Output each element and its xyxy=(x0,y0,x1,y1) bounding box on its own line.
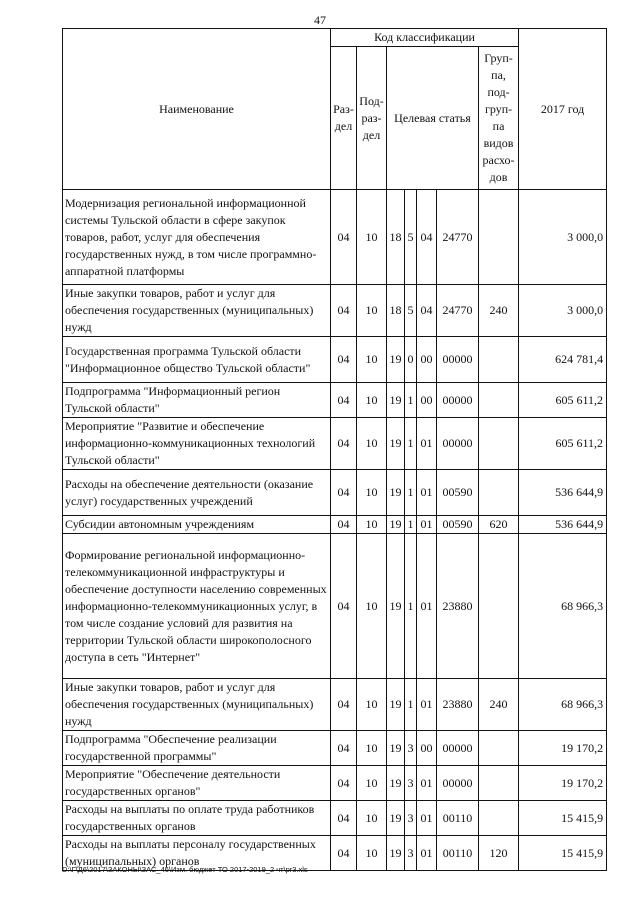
row-target-program: 19 xyxy=(387,516,405,534)
row-target-subprogram: 3 xyxy=(405,766,417,801)
row-section: 04 xyxy=(331,470,357,516)
row-target-direction: 00110 xyxy=(437,836,479,871)
row-section: 04 xyxy=(331,679,357,731)
row-target-direction: 24770 xyxy=(437,285,479,337)
row-expense-type xyxy=(479,534,519,679)
row-section: 04 xyxy=(331,516,357,534)
row-subsection: 10 xyxy=(357,383,387,418)
header-classification: Код классификации xyxy=(331,29,519,47)
row-target-direction: 24770 xyxy=(437,190,479,285)
budget-table xyxy=(62,28,607,871)
row-name: Расходы на выплаты по оплате труда работников государственных органов xyxy=(63,801,331,836)
row-section: 04 xyxy=(331,534,357,679)
row-target-program: 19 xyxy=(387,679,405,731)
row-name: Расходы на выплаты персоналу государственных (муниципальных) органов xyxy=(63,836,331,871)
row-name: Иные закупки товаров, работ и услуг для обеспечения государственных (муниципальных) нужд xyxy=(63,679,331,731)
row-subsection: 10 xyxy=(357,516,387,534)
row-name: Расходы на обеспечение деятельности (оказание услуг) государственных учреждений xyxy=(63,470,331,516)
row-amount: 536 644,9 xyxy=(519,470,607,516)
row-target-direction: 00000 xyxy=(437,383,479,418)
row-section: 04 xyxy=(331,285,357,337)
row-section: 04 xyxy=(331,190,357,285)
row-target-subprogram: 1 xyxy=(405,418,417,470)
row-subsection: 10 xyxy=(357,801,387,836)
table-row xyxy=(63,470,607,516)
row-expense-type xyxy=(479,383,519,418)
row-target-subprogram: 3 xyxy=(405,836,417,871)
file-path-footer: D:\Г\Д6\2017\ЗАКОНЫ\ЗАС_46\Изм. бюджет ТО 2017-2019_2 чт\pr3.xls xyxy=(62,865,308,874)
row-target-program: 19 xyxy=(387,470,405,516)
row-amount: 3 000,0 xyxy=(519,190,607,285)
table-row xyxy=(63,766,607,801)
row-target-subprogram: 1 xyxy=(405,679,417,731)
row-section: 04 xyxy=(331,383,357,418)
header-expense-group: Груп- па, под- груп- па видов расхо- дов xyxy=(479,47,519,190)
row-target-program: 18 xyxy=(387,285,405,337)
table-row xyxy=(63,534,607,679)
table-row xyxy=(63,418,607,470)
row-target-subprogram: 1 xyxy=(405,470,417,516)
row-target-direction: 00000 xyxy=(437,418,479,470)
row-expense-type: 240 xyxy=(479,285,519,337)
row-target-event: 00 xyxy=(417,383,437,418)
row-target-direction: 00000 xyxy=(437,337,479,383)
row-target-event: 01 xyxy=(417,418,437,470)
table-row xyxy=(63,337,607,383)
row-target-program: 19 xyxy=(387,383,405,418)
row-amount: 15 415,9 xyxy=(519,836,607,871)
row-section: 04 xyxy=(331,801,357,836)
row-subsection: 10 xyxy=(357,337,387,383)
row-expense-type: 240 xyxy=(479,679,519,731)
row-section: 04 xyxy=(331,337,357,383)
table-row xyxy=(63,285,607,337)
row-amount: 605 611,2 xyxy=(519,383,607,418)
row-target-direction: 00110 xyxy=(437,801,479,836)
row-name: Подпрограмма "Обеспечение реализации государственной программы" xyxy=(63,731,331,766)
row-expense-type xyxy=(479,731,519,766)
row-expense-type xyxy=(479,337,519,383)
table-row xyxy=(63,516,607,534)
row-subsection: 10 xyxy=(357,731,387,766)
row-target-event: 01 xyxy=(417,766,437,801)
row-target-event: 04 xyxy=(417,285,437,337)
row-target-program: 19 xyxy=(387,836,405,871)
row-target-direction: 23880 xyxy=(437,679,479,731)
row-subsection: 10 xyxy=(357,190,387,285)
row-target-subprogram: 1 xyxy=(405,516,417,534)
row-target-direction: 00590 xyxy=(437,470,479,516)
table-row xyxy=(63,383,607,418)
row-expense-type xyxy=(479,801,519,836)
row-target-subprogram: 1 xyxy=(405,534,417,679)
row-amount: 624 781,4 xyxy=(519,337,607,383)
row-target-program: 19 xyxy=(387,801,405,836)
row-subsection: 10 xyxy=(357,285,387,337)
header-target-article: Целевая статья xyxy=(387,47,479,190)
row-target-subprogram: 5 xyxy=(405,285,417,337)
row-name: Подпрограмма "Информационный регион Тульской области" xyxy=(63,383,331,418)
row-amount: 3 000,0 xyxy=(519,285,607,337)
row-subsection: 10 xyxy=(357,534,387,679)
row-target-program: 18 xyxy=(387,190,405,285)
row-expense-type: 120 xyxy=(479,836,519,871)
row-name: Модернизация региональной информационной системы Тульской области в сфере закупок товаров, работ, услуг для обеспечения государственных нужд, в том числе программно-аппаратной платформы xyxy=(63,190,331,285)
row-target-subprogram: 0 xyxy=(405,337,417,383)
row-target-program: 19 xyxy=(387,337,405,383)
header-name: Наименование xyxy=(63,29,331,190)
row-section: 04 xyxy=(331,766,357,801)
header-year: 2017 год xyxy=(519,29,607,190)
row-target-subprogram: 5 xyxy=(405,190,417,285)
row-target-event: 01 xyxy=(417,470,437,516)
row-expense-type xyxy=(479,418,519,470)
table-row xyxy=(63,190,607,285)
row-expense-type: 620 xyxy=(479,516,519,534)
row-name: Иные закупки товаров, работ и услуг для обеспечения государственных (муниципальных) нужд xyxy=(63,285,331,337)
row-subsection: 10 xyxy=(357,470,387,516)
row-target-program: 19 xyxy=(387,731,405,766)
row-name: Мероприятие "Обеспечение деятельности государственных органов" xyxy=(63,766,331,801)
row-amount: 536 644,9 xyxy=(519,516,607,534)
row-target-subprogram: 1 xyxy=(405,383,417,418)
row-section: 04 xyxy=(331,731,357,766)
row-amount: 68 966,3 xyxy=(519,679,607,731)
row-target-program: 19 xyxy=(387,418,405,470)
row-target-direction: 00590 xyxy=(437,516,479,534)
row-target-event: 01 xyxy=(417,516,437,534)
row-subsection: 10 xyxy=(357,766,387,801)
row-expense-type xyxy=(479,766,519,801)
row-amount: 68 966,3 xyxy=(519,534,607,679)
row-expense-type xyxy=(479,190,519,285)
page-number: 47 xyxy=(314,13,326,27)
row-target-subprogram: 3 xyxy=(405,731,417,766)
row-target-event: 04 xyxy=(417,190,437,285)
row-target-direction: 00000 xyxy=(437,766,479,801)
row-amount: 15 415,9 xyxy=(519,801,607,836)
row-target-event: 01 xyxy=(417,801,437,836)
row-target-event: 01 xyxy=(417,679,437,731)
row-target-program: 19 xyxy=(387,534,405,679)
row-name: Государственная программа Тульской области "Информационное общество Тульской области" xyxy=(63,337,331,383)
row-target-subprogram: 3 xyxy=(405,801,417,836)
row-target-event: 00 xyxy=(417,731,437,766)
header-section: Раз- дел xyxy=(331,47,357,190)
row-subsection: 10 xyxy=(357,679,387,731)
table-row xyxy=(63,731,607,766)
row-target-direction: 23880 xyxy=(437,534,479,679)
row-section: 04 xyxy=(331,836,357,871)
row-section: 04 xyxy=(331,418,357,470)
table-row xyxy=(63,801,607,836)
row-target-event: 01 xyxy=(417,836,437,871)
header-subsection: Под- раз- дел xyxy=(357,47,387,190)
row-subsection: 10 xyxy=(357,418,387,470)
row-name: Формирование региональной информационно-телекоммуникационной инфраструктуры и обеспечение доступности населению современных информационно-телекоммуникационных услуг, в том числе создание условий для развития на территории Тульской области широкополосного доступа в сеть "Интернет" xyxy=(63,534,331,679)
row-target-direction: 00000 xyxy=(437,731,479,766)
row-expense-type xyxy=(479,470,519,516)
row-amount: 605 611,2 xyxy=(519,418,607,470)
row-subsection: 10 xyxy=(357,836,387,871)
row-name: Субсидии автономным учреждениям xyxy=(63,516,331,534)
row-amount: 19 170,2 xyxy=(519,731,607,766)
row-target-program: 19 xyxy=(387,766,405,801)
table-row xyxy=(63,679,607,731)
row-target-event: 01 xyxy=(417,534,437,679)
row-name: Мероприятие "Развитие и обеспечение информационно-коммуникационных технологий Тульской области" xyxy=(63,418,331,470)
row-target-event: 00 xyxy=(417,337,437,383)
row-amount: 19 170,2 xyxy=(519,766,607,801)
